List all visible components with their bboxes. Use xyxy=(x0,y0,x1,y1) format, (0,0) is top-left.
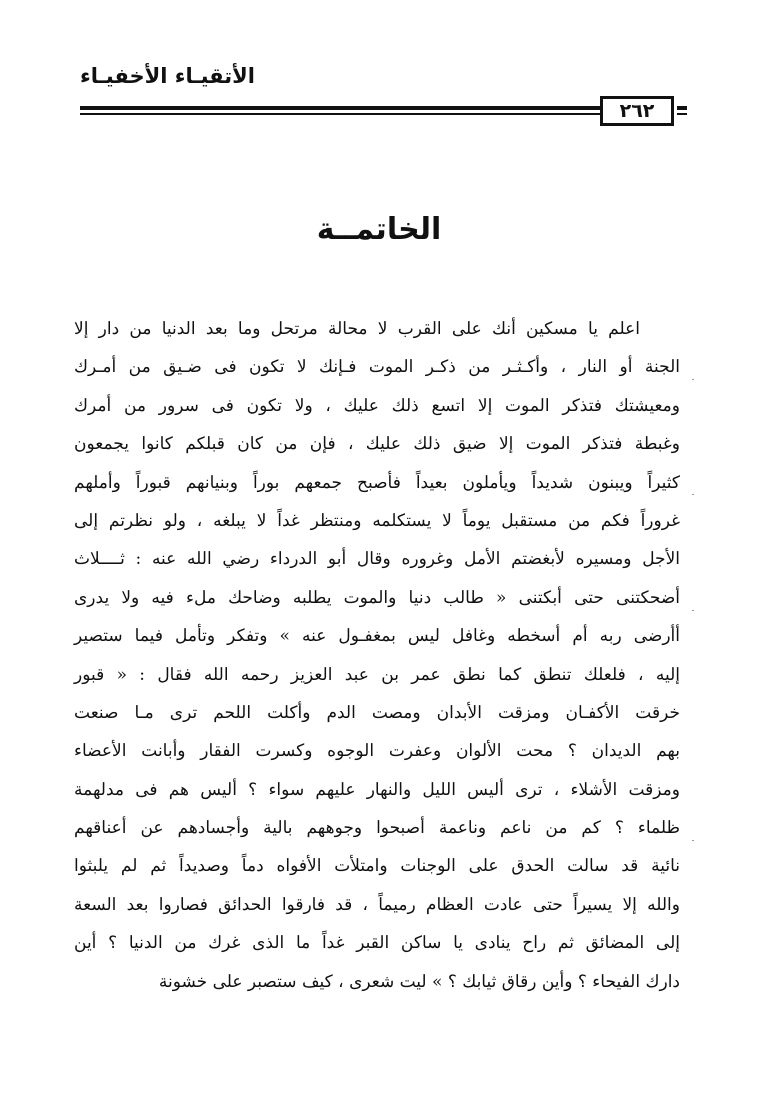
text-line: بهم الديدان ؟ محت الألوان وعفرت الوجوه وكسرت الفقار وأبانت الأعضاء xyxy=(74,741,680,762)
text-line: إليه ، فلعلك تنطق كما نطق عمر بن عبد العزيز رحمه الله فقال : « قبور xyxy=(74,664,680,685)
running-title: الأتقيـاء الأخفيـاء xyxy=(80,64,255,88)
page-number: ٢٦٢ xyxy=(600,96,674,126)
text-line: ظلماء ؟ كم من ناعم وناعمة أصبحوا وجوههم بالية وأجسادهم عن أعناقهم xyxy=(74,818,680,839)
header-rule-right-thick xyxy=(677,106,687,110)
body-text xyxy=(74,310,680,1001)
text-line: والله إلا يسيراً حتى عادت العظام رميماً ، قد فارقوا الحدائق فصاروا بعد السعة xyxy=(74,894,680,915)
text-line: الجنة أو النار ، وأكـثـر من ذكـر الموت فـإنك لا تكون فى ضـيق من أمـرك xyxy=(74,357,680,378)
text-line: الأجل ومسيره لأبغضتم الأمل وغروره وقال أبو الدرداء رضي الله عنه : ثــــلاث xyxy=(74,549,680,570)
text-line: دارك الفيحاء ؟ وأين رقاق ثيابك ؟ » ليت شعرى ، كيف ستصبر على خشونة xyxy=(158,971,680,992)
header-rule-thick xyxy=(80,106,600,110)
text-line: ومعيشتك فتذكر الموت إلا اتسع ذلك عليك ، ولا تكون فى سرور من أمرك xyxy=(74,395,680,416)
chapter-title: الخاتمــة xyxy=(316,212,442,247)
header-rule-right-thin xyxy=(677,113,687,115)
text-line: أضحكتنى حتى أبكتنى « طالب دنيا والموت يطلبه وضاحك ملء فيه ولا يدرى xyxy=(74,587,680,608)
text-line: وغبطة فتذكر الموت إلا ضيق ذلك عليك ، فإن من كان قبلكم كانوا يجمعون xyxy=(74,434,680,455)
text-line: نائية قد سالت الحدق على الوجنات وامتلأت الأفواه دماً وصديداً ثم لم يلبثوا xyxy=(74,856,680,877)
text-line: ومزقت الأشلاء ، ترى أليس الليل والنهار عليهم سواء ؟ أليس هم فى مدلهمة xyxy=(74,779,680,800)
text-line: خرقت الأكفـان ومزقت الأبدان ومصت الدم وأكلت اللحم ترى مـا صنعت xyxy=(74,702,680,723)
header-rule-thin xyxy=(80,113,600,115)
text-line: اعلم يا مسكين أنك على القرب لا محالة مرتحل وما بعد الدنيا من دار إلا xyxy=(74,319,640,339)
text-line: إلى المضائق ثم راح ينادى يا ساكن القبر غداً ما الذى غرك من الدنيا ؟ أين xyxy=(74,933,680,954)
text-line: كثيراً ويبنون شديداً ويأملون بعيداً فأصبح جمعهم بوراً وبنيانهم قبوراً وأملهم xyxy=(74,472,680,493)
text-line: غروراً فكم من مستقبل يوماً لا يستكلمه ومنتظر غداً لا يبلغه ، ولو نظرتم إلى xyxy=(74,510,680,531)
text-line: أأرضى ربه أم أسخطه وغافل ليس بمغفـول عنه » وتفكر وتأمل فيما ستصير xyxy=(74,626,680,647)
